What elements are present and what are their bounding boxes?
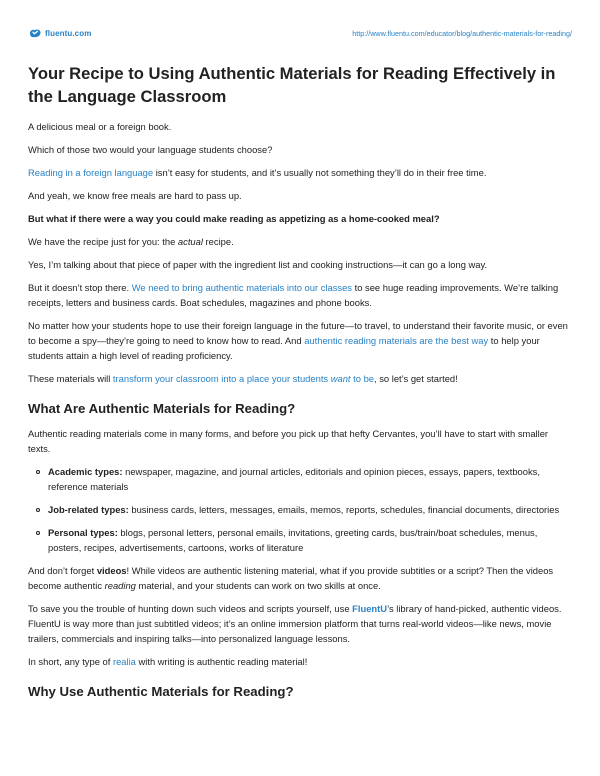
- transform-classroom-link[interactable]: [113, 373, 374, 384]
- list-term: Personal types:: [48, 527, 118, 538]
- text-span: ’s library of hand-picked, authentic videos. FluentU is way more than just subtitled videos; it’s an online immersion platform that turns real-world videos—like news, movie trailers, commercials and inspiring talks—into personalized language lessons.: [28, 603, 562, 644]
- paragraph: [28, 654, 572, 669]
- text-span: To save you the trouble of hunting down such videos and scripts yourself, use: [28, 603, 353, 614]
- text-span: isn’t easy for students, and it’s usually not something they’ll do in their free time.: [153, 167, 487, 178]
- paragraph: [28, 563, 572, 593]
- text-span: We have the recipe just for you: the: [28, 236, 178, 247]
- section-heading: What Are Authentic Materials for Reading?: [28, 401, 296, 416]
- site-logo[interactable]: [28, 28, 91, 39]
- link-text: to be: [350, 373, 375, 384]
- fluentu-link[interactable]: FluentU: [352, 603, 388, 614]
- text-span: material, and your students can work on two skills at once.: [135, 580, 381, 591]
- bullet-icon: [36, 470, 40, 474]
- text-span: And don’t forget: [28, 565, 97, 576]
- text-span: to see huge reading improvements. We’re talking receipts, letters and business cards. Boat schedules, magazines and phone books.: [28, 282, 559, 308]
- list-term: Job-related types:: [48, 504, 129, 515]
- emphasis-text: reading: [104, 580, 136, 591]
- paragraph: [28, 280, 572, 310]
- paragraph: Yes, I’m talking about that piece of paper with the ingredient list and cooking instructions—it can go a long way.: [28, 259, 488, 270]
- text-span: But it doesn’t stop there.: [28, 282, 132, 293]
- list-text: newspaper, magazine, and journal articles, editorials and opinion pieces, essays, papers, textbooks, reference materials: [48, 466, 540, 492]
- section-heading: Why Use Authentic Materials for Reading?: [28, 684, 294, 699]
- material-types-list: [28, 464, 572, 555]
- page-header: [28, 28, 572, 42]
- list-text: blogs, personal letters, personal emails, invitations, greeting cards, bus/train/boat schedules, menus, posters, recipes, advertisements, cartoons, works of literature: [48, 527, 538, 553]
- paragraph: [28, 601, 572, 646]
- brand-name: fluentu.com: [45, 29, 92, 38]
- best-way-link[interactable]: authentic reading materials are the best way: [304, 335, 489, 346]
- link-emphasis: want: [330, 373, 351, 384]
- paragraph: A delicious meal or a foreign book.: [28, 121, 172, 132]
- bullet-icon: [36, 508, 40, 512]
- paragraph: Which of those two would your language students choose?: [28, 144, 273, 155]
- paragraph: [28, 371, 572, 386]
- text-span: ! While videos are authentic listening material, what if you provide subtitles or a script? Then the videos become authentic: [28, 565, 554, 591]
- link-text: transform your classroom into a place your students: [112, 373, 331, 384]
- paragraph: [28, 318, 572, 363]
- text-span: recipe.: [202, 236, 234, 247]
- realia-link[interactable]: realia: [112, 656, 136, 667]
- bullet-icon: [36, 531, 40, 535]
- list-item: [48, 525, 572, 555]
- fluentu-logo-icon: [28, 28, 42, 39]
- text-span: These materials will: [28, 373, 113, 384]
- authentic-materials-classes-link[interactable]: We need to bring authentic materials into our classes: [131, 282, 352, 293]
- list-item: [48, 464, 572, 494]
- bold-question: But what if there were a way you could make reading as appetizing as a home-cooked meal?: [28, 213, 440, 224]
- source-url-link[interactable]: http://www.fluentu.com/educator/blog/authentic-materials-for-reading/: [352, 29, 572, 38]
- list-text: business cards, letters, messages, emails, memos, reports, schedules, financial documents, directories: [128, 504, 560, 515]
- bold-text: videos: [96, 565, 127, 576]
- text-span: In short, any type of: [28, 656, 113, 667]
- article-title: Your Recipe to Using Authentic Materials for Reading Effectively in the Language Classroom: [28, 64, 556, 106]
- list-term: Academic types:: [48, 466, 123, 477]
- paragraph: Authentic reading materials come in many forms, and before you pick up that hefty Cervantes, you’ll have to start with smaller texts.: [28, 428, 549, 454]
- text-span: to help your students attain a high level of reading proficiency.: [28, 335, 540, 361]
- article-body: [28, 62, 572, 709]
- paragraph: [28, 165, 572, 180]
- reading-foreign-language-link[interactable]: Reading in a foreign language: [28, 167, 154, 178]
- text-span: , so let’s get started!: [374, 373, 458, 384]
- emphasis-text: actual: [177, 236, 203, 247]
- paragraph: And yeah, we know free meals are hard to pass up.: [28, 190, 242, 201]
- text-span: No matter how your students hope to use their foreign language in the future—to travel, to understand their favorite music, or even to become a spy—they’re going to need to know how to read. And: [28, 320, 568, 346]
- text-span: with writing is authentic reading material!: [135, 656, 308, 667]
- paragraph: [28, 234, 572, 249]
- list-item: [48, 502, 572, 517]
